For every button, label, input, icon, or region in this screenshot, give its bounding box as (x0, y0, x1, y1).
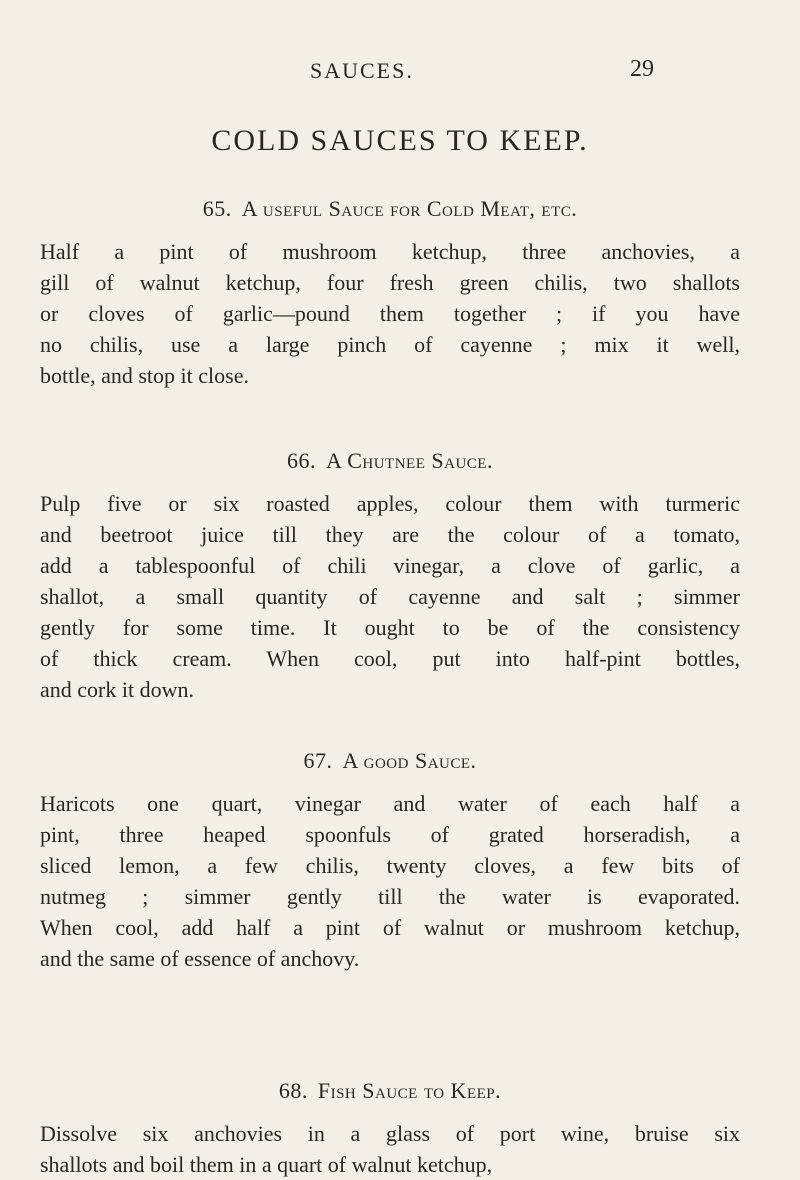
text-line: or cloves of garlic—pound them together ; if you have (40, 301, 740, 326)
text-line: shallots and boil them in a quart of walnut ketchup, (40, 1152, 493, 1177)
recipe-title: A useful Sauce for Cold Meat, etc. (241, 196, 578, 221)
page-number: 29 (630, 56, 654, 82)
text-line: Dissolve six anchovies in a glass of port wine, bruise six (40, 1121, 740, 1146)
text-line: Haricots one quart, vinegar and water of each half a (40, 791, 740, 816)
recipe-number: 66. (287, 448, 317, 473)
running-head: SAUCES. (310, 58, 414, 83)
page-title: COLD SAUCES TO KEEP. (211, 124, 589, 157)
text-line: and beetroot juice till they are the colour of a tomato, (40, 522, 740, 547)
text-line: of thick cream. When cool, put into half-pint bottles, (40, 646, 740, 671)
recipe-heading (40, 196, 740, 222)
recipe-title: A good Sauce. (342, 748, 477, 773)
text-line: no chilis, use a large pinch of cayenne ; mix it well, (40, 332, 740, 357)
recipe-heading (40, 1078, 740, 1104)
text-line: bottle, and stop it close. (40, 363, 249, 388)
text-line: add a tablespoonful of chili vinegar, a clove of garlic, a (40, 553, 740, 578)
recipe-number: 65. (202, 196, 232, 221)
text-line: shallot, a small quantity of cayenne and salt ; simmer (40, 584, 740, 609)
recipe-68 (40, 1078, 740, 1180)
recipe-title: Fish Sauce to Keep. (317, 1078, 502, 1103)
recipe-number: 68. (278, 1078, 308, 1103)
text-line: nutmeg ; simmer gently till the water is evaporated. (40, 884, 740, 909)
recipe-body (40, 788, 740, 974)
recipe-number: 67. (303, 748, 333, 773)
text-line: and the same of essence of anchovy. (40, 946, 360, 971)
text-line: Half a pint of mushroom ketchup, three anchovies, a (40, 239, 740, 264)
recipe-body (40, 236, 740, 391)
text-line: and cork it down. (40, 677, 194, 702)
text-line: gently for some time. It ought to be of the consistency (40, 615, 740, 640)
recipe-67 (40, 748, 740, 974)
text-line: When cool, add half a pint of walnut or mushroom ketchup, (40, 915, 740, 940)
recipe-65 (40, 196, 740, 391)
text-line: gill of walnut ketchup, four fresh green chilis, two shallots (40, 270, 740, 295)
recipe-title: A Chutnee Sauce. (326, 448, 493, 473)
text-line: pint, three heaped spoonfuls of grated horseradish, a (40, 822, 740, 847)
recipe-66 (40, 448, 740, 705)
text-line: Pulp five or six roasted apples, colour them with turmeric (40, 491, 740, 516)
recipe-body (40, 488, 740, 705)
recipe-body (40, 1118, 740, 1180)
recipe-heading (40, 448, 740, 474)
recipe-heading (40, 748, 740, 774)
text-line: sliced lemon, a few chilis, twenty cloves, a few bits of (40, 853, 740, 878)
